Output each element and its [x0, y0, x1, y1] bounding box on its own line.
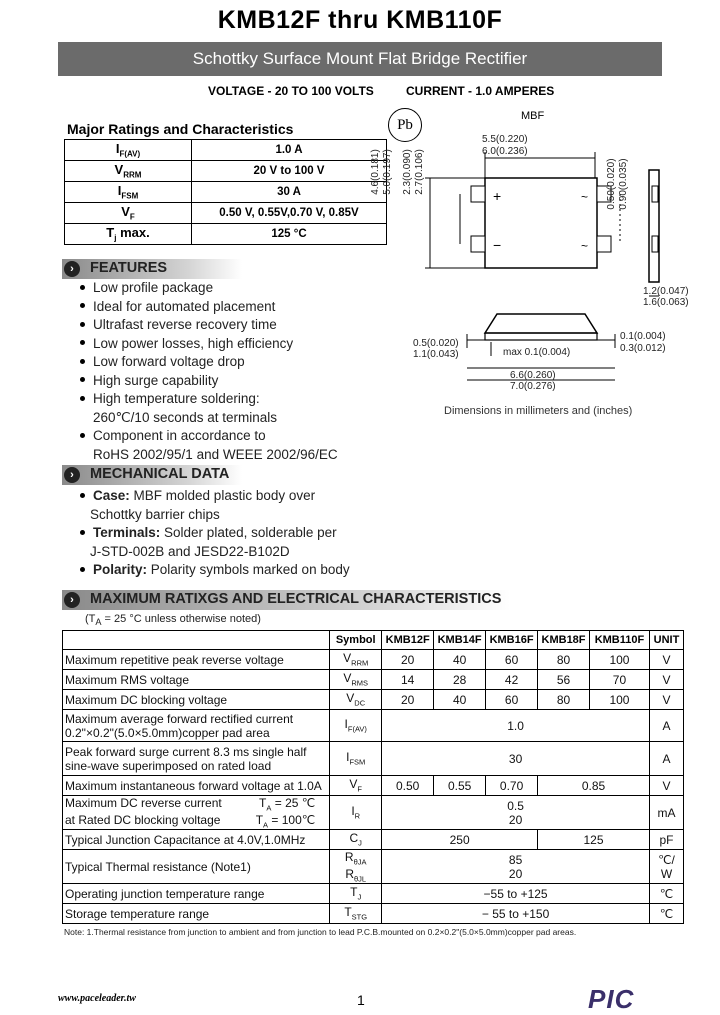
dim-height-max: 5.0(0.197): [382, 149, 393, 195]
col-header: KMB110F: [590, 631, 650, 650]
dim-length-max: 7.0(0.276): [510, 381, 556, 392]
current-rating: CURRENT - 1.0 AMPERES: [406, 84, 555, 98]
dim-lead-min: 0.50(0.020): [606, 158, 617, 210]
mech-case-cont: Schottky barrier chips: [90, 506, 220, 522]
dim-side-min: 1.2(0.047): [643, 286, 689, 297]
value-cell: 60: [486, 690, 538, 710]
col-header: UNIT: [649, 631, 683, 650]
rating-row: [65, 182, 387, 203]
param-cell: Operating junction temperature range: [63, 884, 330, 904]
voltage-range: VOLTAGE - 20 TO 100 VOLTS: [208, 84, 374, 98]
unit-cell: V: [649, 650, 683, 670]
unit-cell: ℃: [649, 904, 683, 924]
ac-mark-top: ~: [581, 190, 589, 204]
section-arrow-icon: ›: [64, 261, 80, 277]
symbol-cell: $V_{RMS}$: [330, 670, 382, 690]
dim-width-min: 5.5(0.220): [482, 134, 528, 145]
rating-value: 30 A: [192, 182, 387, 203]
value-cell: 80: [538, 690, 590, 710]
symbol-cell: $C_J$: [330, 830, 382, 850]
section-arrow-icon: ›: [64, 467, 80, 483]
unit-cell: A: [649, 742, 683, 776]
dim-side-max: 1.6(0.063): [643, 297, 689, 308]
col-header: KMB18F: [538, 631, 590, 650]
mech-terminals-cont: J-STD-002B and JESD22-B102D: [90, 543, 290, 559]
rating-value: 0.50 V, 0.55V,0.70 V, 0.85V: [192, 203, 387, 224]
rating-value: 20 V to 100 V: [192, 161, 387, 182]
param-cell: Typical Junction Capacitance at 4.0V,1.0MHz: [63, 830, 330, 850]
feature-item: Low power losses, high efficiency: [80, 335, 338, 354]
col-header: KMB12F: [382, 631, 434, 650]
value-cell: 0.55: [434, 776, 486, 796]
feature-item: Low forward voltage drop: [80, 353, 338, 372]
value-cell: 20: [382, 690, 434, 710]
section-arrow-icon: ›: [64, 592, 80, 608]
table-row: [63, 670, 684, 690]
value-cell: 0.70: [486, 776, 538, 796]
table-row: [63, 650, 684, 670]
dim-inner-max: 2.7(0.106): [414, 149, 425, 195]
page-number: 1: [357, 992, 365, 1008]
col-header: Symbol: [330, 631, 382, 650]
unit-cell: V: [649, 690, 683, 710]
rating-value: 1.0 A: [192, 140, 387, 161]
value-cell: 20: [382, 650, 434, 670]
mechanical-list: [80, 487, 350, 580]
param-cell: Maximum RMS voltage: [63, 670, 330, 690]
table-row: [63, 904, 684, 924]
mech-terminals: Terminals: Solder plated, solderable per: [80, 524, 350, 543]
dim-max-standoff: max 0.1(0.004): [503, 347, 571, 358]
rating-symbol: $I_{F(AV)}$: [65, 140, 192, 161]
polarity-minus: −: [493, 237, 502, 253]
unit-cell: ℃: [649, 884, 683, 904]
rating-symbol: $T_j$ max.: [65, 224, 192, 245]
table-row: [63, 690, 684, 710]
value-cell: 0.50: [382, 776, 434, 796]
symbol-cell: $T_{STG}$: [330, 904, 382, 924]
dim-width-max: 6.0(0.236): [482, 146, 528, 157]
test-condition: ($T_A = 25$ °C unless otherwise noted): [85, 613, 261, 628]
rating-symbol: $V_F$: [65, 203, 192, 224]
value-cell: 42: [486, 670, 538, 690]
value-cell: − 55 to +150: [382, 904, 650, 924]
dim-leadlen-min: 0.5(0.020): [413, 338, 459, 349]
subtitle-banner: Schottky Surface Mount Flat Bridge Rectifier: [58, 42, 662, 76]
feature-item: Low profile package: [80, 279, 338, 298]
rating-value: 125 °C: [192, 224, 387, 245]
mech-polarity: Polarity: Polarity symbols marked on body: [80, 561, 350, 580]
rating-row: [65, 224, 387, 245]
features-heading: FEATURES: [90, 260, 168, 276]
value-cell: 28: [434, 670, 486, 690]
symbol-cell: $I_{FSM}$: [330, 742, 382, 776]
rating-symbol: $I_{FSM}$: [65, 182, 192, 203]
param-cell: Peak forward surge current 8.3 ms single half sine-wave superimposed on rated load: [63, 742, 330, 776]
unit-cell: ℃/ W: [649, 850, 683, 884]
max-ratings-heading: MAXIMUM RATIXGS AND ELECTRICAL CHARACTERISTICS: [90, 591, 502, 607]
symbol-cell: $T_J$: [330, 884, 382, 904]
mechanical-heading: MECHANICAL DATA: [90, 466, 230, 482]
table-header-row: [63, 631, 684, 650]
value-cell: 85 20: [382, 850, 650, 884]
table-row: [63, 796, 684, 830]
table-row: [63, 850, 684, 884]
features-list: [80, 279, 338, 464]
param-cell: Maximum DC blocking voltage: [63, 690, 330, 710]
value-cell: 40: [434, 650, 486, 670]
feature-item: Ideal for automated placement: [80, 298, 338, 317]
max-ratings-table: [62, 630, 684, 924]
table-row: [63, 710, 684, 742]
major-ratings-title: Major Ratings and Characteristics: [67, 121, 294, 137]
feature-item: 260℃/10 seconds at terminals: [93, 409, 278, 425]
dimensions-caption: Dimensions in millimeters and (inches): [444, 405, 633, 417]
value-cell: 40: [434, 690, 486, 710]
value-cell: −55 to +125: [382, 884, 650, 904]
unit-cell: A: [649, 710, 683, 742]
major-ratings-table: [64, 139, 387, 245]
page-title: KMB12F thru KMB110F: [217, 6, 503, 34]
rating-symbol: $V_{RRM}$: [65, 161, 192, 182]
lead-free-mark: Pb: [397, 117, 413, 133]
value-cell: 70: [590, 670, 650, 690]
value-cell: 60: [486, 650, 538, 670]
dim-leadlen-max: 1.1(0.043): [413, 349, 459, 360]
dim-height-min: 4.6(0.181): [370, 149, 381, 195]
value-cell: 250: [382, 830, 538, 850]
param-cell: Typical Thermal resistance (Note1): [63, 850, 330, 884]
feature-item: RoHS 2002/95/1 and WEEE 2002/96/EC: [93, 446, 338, 462]
symbol-cell: $I_{F(AV)}$: [330, 710, 382, 742]
feature-item: High surge capability: [80, 372, 338, 391]
table-row: [63, 742, 684, 776]
col-header: KMB14F: [434, 631, 486, 650]
feature-item: Ultrafast reverse recovery time: [80, 316, 338, 335]
symbol-cell: $V_F$: [330, 776, 382, 796]
mech-case: Case: MBF molded plastic body over: [80, 487, 350, 506]
dim-lead-max: 0.90(0.035): [618, 158, 629, 210]
value-cell: 0.85: [538, 776, 650, 796]
table-row: [63, 830, 684, 850]
feature-item: Component in accordance to: [80, 427, 338, 446]
dim-thick-max: 0.3(0.012): [620, 343, 666, 354]
package-name: MBF: [521, 110, 545, 122]
symbol-cell: $I_R$: [330, 796, 382, 830]
logo-text: PIC: [588, 984, 635, 1014]
value-cell: 56: [538, 670, 590, 690]
rating-row: [65, 203, 387, 224]
ac-mark-bottom: ~: [581, 239, 589, 253]
param-cell: Maximum repetitive peak reverse voltage: [63, 650, 330, 670]
unit-cell: V: [649, 776, 683, 796]
table-row: [63, 884, 684, 904]
footer-url: www.paceleader.tw: [58, 993, 136, 1004]
value-cell: 1.0: [382, 710, 650, 742]
param-cell: Maximum instantaneous forward voltage at 1.0A: [63, 776, 330, 796]
symbol-cell: $V_{DC}$: [330, 690, 382, 710]
unit-cell: V: [649, 670, 683, 690]
param-cell: Maximum average forward rectified current 0.2"×0.2"(5.0×5.0mm)copper pad area: [63, 710, 330, 742]
value-cell: 30: [382, 742, 650, 776]
param-cell: Maximum DC reverse current $T_A = 25$ ℃ at Rated DC blocking voltage $T_A$ = 100℃: [63, 796, 330, 830]
symbol-cell: $V_{RRM}$: [330, 650, 382, 670]
value-cell: 0.5 20: [382, 796, 650, 830]
company-logo: [588, 984, 634, 1015]
feature-item: High temperature soldering:: [80, 390, 338, 409]
col-header: KMB16F: [486, 631, 538, 650]
value-cell: 80: [538, 650, 590, 670]
value-cell: 100: [590, 650, 650, 670]
dim-inner-min: 2.3(0.090): [402, 149, 413, 195]
thermal-note: Note: 1.Thermal resistance from junction to ambient and from junction to lead P.C.B.mounted on 0.2×0.2"(5.0×5.0mm)copper pad areas.: [64, 927, 577, 937]
dim-thick-min: 0.1(0.004): [620, 331, 666, 342]
unit-cell: mA: [649, 796, 683, 830]
table-row: [63, 776, 684, 796]
dim-length-min: 6.6(0.260): [510, 370, 556, 381]
value-cell: 125: [538, 830, 650, 850]
unit-cell: pF: [649, 830, 683, 850]
rating-row: [65, 161, 387, 182]
symbol-cell: $R_{\theta JA}$ $R_{\theta JL}$: [330, 850, 382, 884]
value-cell: 14: [382, 670, 434, 690]
polarity-plus: +: [493, 188, 502, 204]
param-cell: Storage temperature range: [63, 904, 330, 924]
rating-row: [65, 140, 387, 161]
value-cell: 100: [590, 690, 650, 710]
